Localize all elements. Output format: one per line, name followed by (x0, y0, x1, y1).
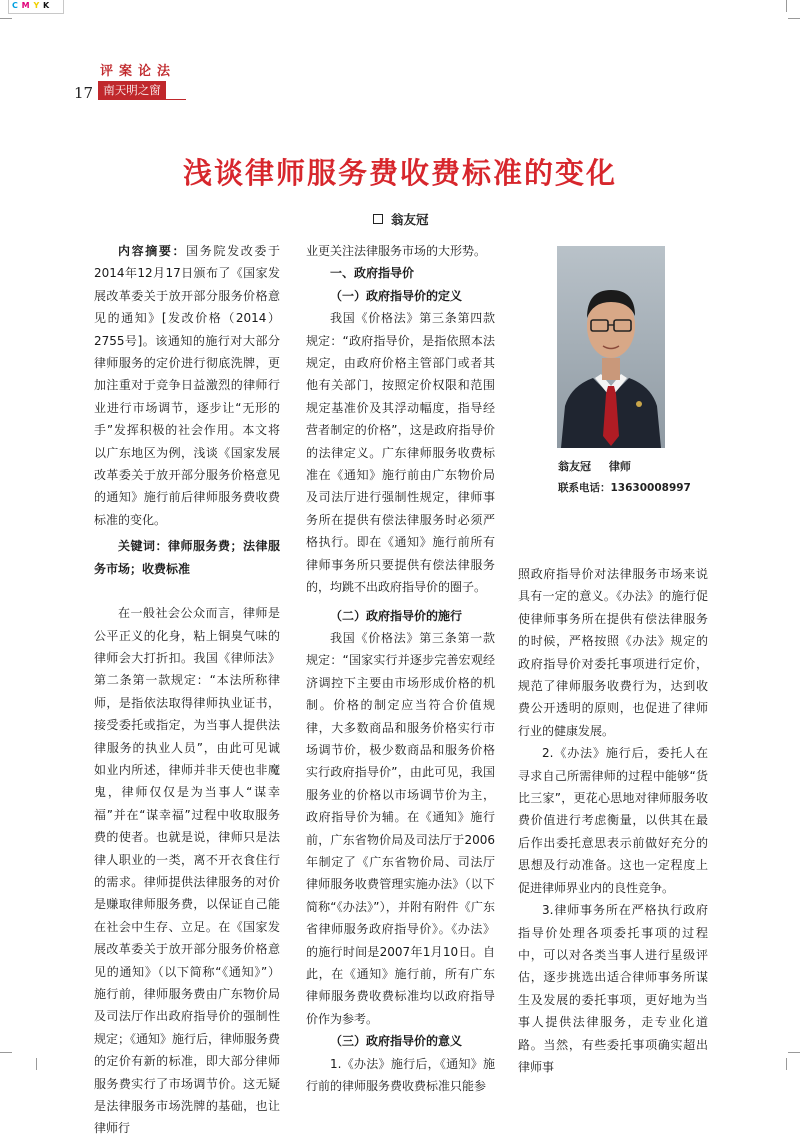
abstract (94, 240, 280, 531)
body-paragraph: 业更关注法律服务市场的大形势。 (306, 244, 487, 258)
cmyk-k: K (43, 1, 50, 10)
body-paragraph: 2.《办法》施行后，委托人在寻求自己所需律师的过程中能够“货比三家”，更花心思地对律师服务收费价值进行考虑衡量，以供其在最后作出委托意思表示前做好充分的思想及行动准备。这也一定程度上促进律师界业内的良性竞争。 (518, 746, 708, 895)
author-portrait-icon (557, 246, 665, 448)
square-bullet-icon (373, 214, 383, 224)
column-3 (518, 563, 708, 1078)
abstract-label: 内容摘要： (118, 244, 187, 258)
keywords: 关键词：律师服务费；法律服务市场；收费标准 (94, 539, 280, 576)
crop-mark (788, 1052, 800, 1053)
contact-line (558, 480, 691, 495)
crop-mark (788, 18, 800, 19)
cmyk-y: Y (33, 1, 40, 10)
body-paragraph: 照政府指导价对法律服务市场来说具有一定的意义。《办法》的施行促使律师事务所在提供有偿法律服务的时候，严格按照《办法》规定的政府指导价对委托事项进行定价，规范了律师服务收费行为，达到收费公开透明的原则，也促进了律师行业的健康发展。 (518, 567, 708, 738)
body-paragraph: 在一般社会公众而言，律师是公平正义的化身，粘上铜臭气味的律师会大打折扣。我国《律师法》第二条第一款规定：“本法所称律师，是指依法取得律师执业证书，接受委托或指定，为当事人提供法律服务的执业人员”，由此可见诚如业内所述，律师并非天使也非魔鬼，律师仅仅是为当事人“谋幸福”并在“谋幸福”过程中收取服务费的使者。也就是说，律师只是法律人职业的一类，离不开衣食住行的需求。律师提供法律服务的对价是赚取律师服务费，以保证自己能在社会中生存、立足。在《国家发展改革委关于放开部分服务价格意见的通知》（以下简称“《通知》”）施行前，律师服务费由广东物价局及司法厅作出政府指导价的强制性规定；《通知》施行后，律师服务费的定价有新的标准，即大部分律师服务费实行了市场调节价。这无疑是法律服务市场洗牌的基础，也让律师行 (94, 606, 281, 1136)
cmyk-m: M (21, 1, 30, 10)
crop-mark (786, 1058, 787, 1070)
cmyk-c: C (12, 1, 18, 10)
crop-mark (786, 0, 787, 12)
crop-mark (0, 1052, 12, 1053)
section-heading: 一、政府指导价 (330, 266, 415, 281)
contact-label: 联系电话： (558, 482, 611, 494)
column-tag: 南天明之窗 (98, 81, 166, 100)
crop-mark (36, 1058, 37, 1070)
body-paragraph: 我国《价格法》第三条第一款规定：“国家实行并逐步完善宏观经济调控下主要由市场形成价格的机制。价格的制定应当符合价值规律，大多数商品和服务价格实行市场调节价，极少数商品和服务价格实行政府指导价”，由此可见，我国服务业的价格以市场调节价为主，政府指导价为辅。在《通知》施行前，广东省物价局及司法厅于2006年制定了《广东省物价局、司法厅律师服务收费管理实施办法》（以下简称“《办法》”），并附有附件《广东省律师服务政府指导价》。《办法》的施行时间是2007年1月10日。自此，在《通知》施行前，所有广东律师服务费收费标准均以政府指导价作为参考。 (306, 630, 495, 1026)
body-paragraph: 1.《办法》施行后，《通知》施行前的律师服务费收费标准只能参 (306, 1056, 495, 1094)
contact-number: 13630008997 (610, 482, 691, 494)
caption-role: 律师 (608, 460, 631, 473)
article-title: 浅谈律师服务费收费标准的变化 (182, 156, 617, 190)
author-line (373, 210, 429, 228)
body-paragraph: 我国《价格法》第三条第四款规定：“政府指导价，是指依照本法规定，由政府价格主管部门或者其他有关部门，按照定价权限和范围规定基准价及其浮动幅度，指导经营者制定的价格”，这是政府指导价的法律定义。广东律师服务收费标准在《通知》施行前由广东物价局及司法厅进行强制性规定，律师事务所在提供有偿法律服务时必须严格执行。即在《通知》施行前所有律师事务所只要提供有偿法律服务的，均跳不出政府指导价的圈子。 (306, 311, 495, 595)
page-number: 17 (74, 84, 94, 102)
subsection-heading: （三）政府指导价的意义 (330, 1034, 463, 1049)
column-2 (306, 240, 495, 1097)
abstract-text: 国务院发改委于2014年12月17日颁布了《国家发展改革委关于放开部分服务价格意见的通知》[发改价格（2014）2755号]。该通知的施行对大部分律师服务的定价进行彻底洗牌，更加注重对于竞争日益激烈的律师行业进行市场调节，逐步让“无形的手”发挥积极的社会作用。本文将以广东地区为例，浅谈《国家发展改革委关于放开部分服务价格意见的通知》施行前后律师服务费收费标准的变化。 (94, 244, 280, 527)
caption-name: 翁友冠 (558, 460, 591, 473)
body-paragraph: 3.律师事务所在严格执行政府指导价处理各项委托事项的过程中，可以对各类当事人进行星级评估，逐步挑选出适合律师事务所谋生及发展的委托事项，更好地为当事人提供法律服务，走专业化道路。当然，有些委托事项确实超出律师事 (518, 903, 708, 1074)
subsection-heading: （二）政府指导价的施行 (330, 608, 463, 623)
photo-caption (558, 458, 631, 474)
author-photo (557, 246, 665, 448)
author-name: 翁友冠 (391, 212, 429, 227)
cmyk-print-mark (8, 0, 64, 14)
subsection-heading: （一）政府指导价的定义 (330, 288, 463, 303)
crop-mark (0, 18, 12, 19)
divider (166, 99, 186, 100)
section-label: 评案论法 (100, 64, 177, 79)
column-1 (94, 240, 280, 1140)
